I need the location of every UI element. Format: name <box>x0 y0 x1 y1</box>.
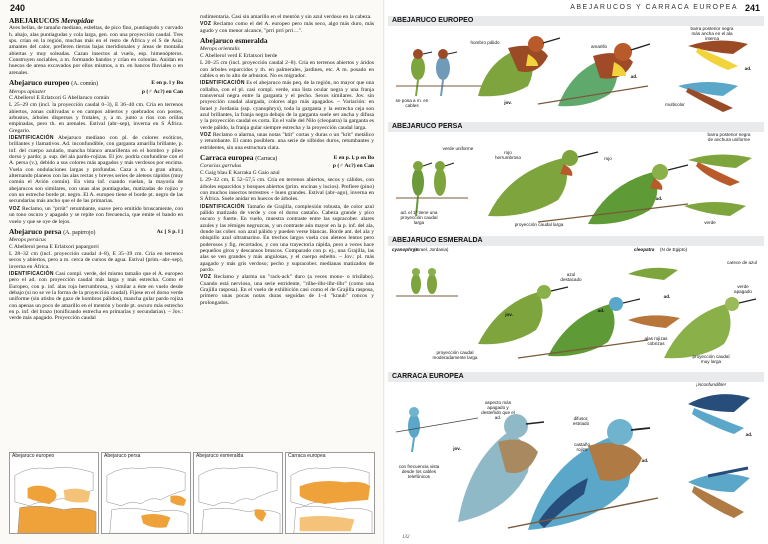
label: ad. <box>744 66 752 71</box>
map-label: Abejaruco persa <box>104 453 141 459</box>
section-tag: VOZ <box>9 205 21 212</box>
plate-carraca <box>388 382 764 532</box>
paragraph-text: C Gaig blau E Karraka G Gaio azul <box>200 169 280 176</box>
label: jov. <box>504 100 512 105</box>
section-title-europeo: ABEJARUCO EUROPEO <box>388 16 764 26</box>
paragraph <box>9 271 183 322</box>
section-title-persa: ABEJARUCO PERSA <box>388 122 764 132</box>
label: ad. el 1ª tiene una proyección caudal larga <box>400 210 438 225</box>
species-latin: Coracias garrulus <box>200 163 242 170</box>
bird-perched-small <box>411 49 457 96</box>
range-map-europeo <box>9 452 99 534</box>
paragraph-text: L 25–29 cm (incl. la proyección caudal 0–3), E 36–40 cm. Cría en terrenos abiertos, zonas cultivadas o en campos abiertos y quebrados con postes, arbustos, árboles dispersos y frutales, y, a m. junto a ríos con orillas empinadas, pero th. en arenales. Estival (abr–sep), inverna en S África. Gregario. <box>9 102 183 134</box>
range-map-graphic <box>194 460 282 534</box>
range-map-graphic <box>286 460 374 534</box>
range-map-persa <box>101 452 191 534</box>
paragraph-text: C Abellerol verd E Erlatxori berde <box>200 52 278 59</box>
paragraph-text: Casi compl. verde, del mismo tamaño que el A. europeo pero el ad. con proyección caudal más larga y más estrecha. Como el Europeo, con p. inf. alas roja herrumbrosa, y similar a éste en vuelo desde debajo (si no se ve la forma de la proyección caudal). Fíjese en el dorso verde uniforme (sin atisbo de gazo de hombros pálidos), mancha gular pardo rojiza con apenas un poco de amarillo en el mentón y borde pt. oscuro más estrecho en p. inf. del brazo (tonificando estrecha en primarias y secundarias). – Jov.: verde más apagado. Proyección caudal <box>9 271 183 322</box>
label: rojo <box>604 156 612 161</box>
label: barra posterior negra más ancha en el ala interna <box>690 26 734 41</box>
label: proyección caudal larga <box>514 222 564 227</box>
label: rojo herrumbroso <box>494 150 522 160</box>
text-column-1 <box>9 14 183 444</box>
status-code: E en p. l, p en Bo <box>333 155 374 161</box>
label: ad. <box>655 196 663 201</box>
map-label: Carraca europea <box>288 453 326 459</box>
label: con frecuencia vista desde los cables telefónicos <box>398 464 440 479</box>
paragraph <box>200 14 374 20</box>
section-tag: IDENTIFICACIÓN <box>200 203 245 210</box>
label: ad. <box>597 308 605 313</box>
species-heading <box>200 154 374 163</box>
section-tag: IDENTIFICACIÓN <box>9 135 54 142</box>
paragraph <box>9 25 183 76</box>
paragraph <box>200 170 374 176</box>
label: ad. <box>663 294 671 299</box>
label: jov. <box>453 446 461 451</box>
section-title-carraca: CARRACA EUROPEA <box>388 372 764 382</box>
status-code-2: p (♂ Ac?) en Can <box>141 88 183 95</box>
paragraph <box>200 204 374 274</box>
page-number-right: 241 <box>744 3 760 13</box>
label: verde uniforme <box>442 146 474 151</box>
bird-perched-large-2 <box>588 164 688 224</box>
roller-illustration <box>388 382 764 532</box>
paragraph <box>200 21 374 34</box>
folio: 132 <box>402 535 410 540</box>
label: carece de azul <box>727 260 757 265</box>
text-column-2 <box>200 14 374 444</box>
paragraph-text: rudimentaria. Casi sin amarillo en el mentón y sin azul verdoso en la cabeza. <box>200 14 372 20</box>
paragraph <box>200 274 374 306</box>
bird-perched-cleopatra <box>664 297 756 358</box>
paragraph <box>9 102 183 134</box>
paragraph-text: Reclamo o alarma, unas notas "ktit" cortas y duras o un "krit" metálico y retumbante. El canto posiblem. una serie de silbidos duros, retumbantes y estridentes, sin una estructura clara. <box>200 131 374 151</box>
family-name: ABEJARUCOS <box>9 16 60 25</box>
running-head: ABEJARUCOS Y CARRACA EUROPEA <box>570 4 738 11</box>
section-title-esmeralda <box>388 236 764 246</box>
species-author: (A. común) <box>71 81 99 88</box>
paragraph-text: Reclamo como el del A. europeo pero más seco, algo más duro, más agudo y con menor alcance, "prri prri prri…". <box>200 21 374 34</box>
ssp-cyanophrys: cyanophrys <box>392 247 418 252</box>
paragraph <box>200 80 374 131</box>
paragraph <box>9 135 183 205</box>
range-map-esmeralda <box>193 452 283 534</box>
label: azul destacado <box>560 272 582 282</box>
label: ad. <box>630 74 638 79</box>
paragraph <box>200 53 374 59</box>
bird-flying <box>684 154 752 216</box>
bird-perched-small <box>411 268 437 294</box>
species-heading <box>9 79 183 88</box>
paragraph <box>200 177 374 202</box>
label: difusor, estriado <box>572 416 590 426</box>
paragraph <box>9 244 183 250</box>
label: proyección caudal moderadamente larga <box>432 350 478 360</box>
label: hombro pálido <box>470 40 500 45</box>
section-tag: VOZ <box>200 131 212 138</box>
ssp-cleopatra-note: (N de Egipto) <box>660 247 688 252</box>
label: multicolor <box>665 102 685 107</box>
range-map-graphic <box>10 460 98 534</box>
bird-perched-large <box>478 36 560 96</box>
paragraph <box>9 95 183 101</box>
section-tag: VOZ <box>200 274 212 281</box>
map-label: Abejaruco esmeralda <box>196 453 244 459</box>
range-map-graphic <box>102 460 190 534</box>
bird-flying-bottom <box>688 468 750 518</box>
paragraph <box>9 206 183 225</box>
range-maps <box>9 452 375 534</box>
ssp-cyanophrys-note: (Israel, Jordania) <box>414 247 449 252</box>
paragraph-text: L 29–32 cm, E 52–57,5 cm. Cría en terrenos abiertos, secos y cálidos, con árboles esparcidos y bosques abiertos (prim. encinas y lucios). Prefiere (pino) con muchos insectos terrestres + buen grandes. Estival (abr–ago), inverna en S África. Suele anidar en huecos de árboles. <box>200 177 374 203</box>
bird-perched-small <box>412 161 454 216</box>
species-name: Abejaruco persa <box>9 226 62 236</box>
plate-persa <box>388 132 764 230</box>
bird-perched-adult <box>528 419 650 530</box>
paragraph-text: L 28–32 cm (incl. proyección caudal 4–8), E 35–39 cm. Cría en terrenos secos y abiertos, pero a m. cerca de cursos de agua. Estival (prim.–abr–sep), inverna en África. <box>9 251 183 270</box>
bird-flying-top <box>688 394 750 434</box>
label: aspecto más apagado y desteñido que el ad. <box>481 400 515 420</box>
label: amarillo <box>590 44 608 49</box>
status-code-2: p (♂ Ac?) en Can <box>332 163 374 170</box>
paragraph-text: L 20–25 cm (incl. proyección caudal 2–8). Cría en terrenos abiertos y áridos con árboles esparcidos y th. en palmerales, jardines, etc. A m. posado en cables o en lo alto de arbustos. No es migrador. <box>200 60 374 79</box>
paragraph-text: Aves bellas, de tamaño mediano, esbeltas, de pico fino, puntiagudo y curvado h. abajo, alas puntiagudas y cola larga, gen. con una proyección caudal. Tres sps. crían en la región, muchas más en el resto de África y el S de Asia; amantes del calor, prefieren tierras bajas meridionales y áreas de montaña abiertas y muy soleadas. Cazan insectos al vuelo, esp. himenópteros. Construyen sociables, a m. formando bandos y crían en colonias. Anidan en huecos de arena excavados por ellos mismos, a m. en bancos fluviales o en arenales. <box>9 25 183 76</box>
species-name: Abejaruco esmeralda <box>200 36 268 46</box>
plate-europeo <box>388 26 764 118</box>
species-name: Abejaruco europeo <box>9 78 70 88</box>
species-latin: Merops persicus <box>9 237 46 244</box>
family-latin: Meropidae <box>60 16 94 25</box>
species-author: (Carraca) <box>255 156 278 162</box>
paragraph-text: Tamaño de Grajilla, complexión robusta, de color azul pálido matizado de verde y con el dorso castaño. Cabeza grande y pico oscuro y fuerte. En vuelo, muestra contraste entre las supracober. alares azules y las rémiges negruzcas, y un contraste aún mayor en la p. inf. del ala, donde las cober. son azul pálido y pueden verse blancas. Borde ant. del ala y obispillo azul ultramarino. En trechos largos vuela con aleteos lentos pero poderosos y fig. recortados, y con una trayectoria rápida, pero a veces hace pequeños giros y descansos bruscos. Comparado con p. ej., una Grajilla, las alas se ven grandes y más angulosas, y el cuerpo esbelto. – Jov.: pl. más apagado y más gris verdoso; pecho y supracober. medianas matizados de pardo. <box>200 203 374 273</box>
section-tag: IDENTIFICACIÓN <box>9 271 54 278</box>
bird-perched-large <box>478 285 568 344</box>
right-page <box>384 0 768 544</box>
label: alas rojizas cobrizas <box>644 336 668 346</box>
paragraph-text: C Abellerol persa E Erlatxori papargorri <box>9 243 99 250</box>
range-map-carraca <box>285 452 375 534</box>
label: verde apagado <box>734 284 752 294</box>
label: se posa a m. en cables <box>395 98 429 108</box>
label: castaño rojizo <box>573 442 591 452</box>
status-code: E en p. l y Bo <box>151 80 183 87</box>
page-number-left: 240 <box>10 3 26 13</box>
section-tag: IDENTIFICACIÓN <box>200 80 245 87</box>
paragraph <box>9 251 183 270</box>
species-latin: Merops orientalis <box>200 46 240 53</box>
label: barra posterior negra de anchura uniforme <box>707 132 751 142</box>
species-name: Carraca europea <box>200 153 254 162</box>
species-heading <box>200 37 374 46</box>
paragraph-text: Abejaruco mediano con pl. de colores exóticos, brillantes y llamativos. Ad. inconfundible, con garganta amarilla brillante, p. inf. del cuerpo azulado, mancha blanco amarillenta en el hombro y píleo dorso y pardo; p. sup. del ala pardo-rojizas. El jov. podría confundirse con el A. persa (v.), debido a sus colores más apagados y más verdosos por encima. Vuela con ondulaciones largas y profundas. Caza a m. a gran altura, alternando planeos con las alas rectas y breves series de aleteos rápidos (muy común el Avión común). En vista inf. cuando vuelan, la mayoría de abejarucos son similares, con unas alas puntiagudas, matizadas de rojizo y con un estrecho borde pt. negro. El A. europeo tiene el borde pt. negro de las secundarias más ancho que el de las primarias. <box>9 135 183 205</box>
label: verde <box>704 220 716 225</box>
paragraph <box>200 132 374 151</box>
section-tag: VOZ <box>200 21 212 28</box>
bird-perched-juvenile <box>458 414 544 522</box>
book-gutter <box>383 0 385 544</box>
label: ¡inconfundible! <box>696 382 726 387</box>
label: jov. <box>505 312 513 317</box>
paragraph-text: Reclamo y alarma un "rack-ack" duro (a veces mono- o trisílabo). Cuando está nervioso, una serie estridente, "rilhe-ilhr-ilhr-ilhr" (como una Grajilla rasposa). En el vuelo de exhibición casi como el de Grajilla rasposa, primero unas pocas notas duras seguidas de 1–4 "krauh" roncos y prolongados. <box>200 274 374 306</box>
plate-esmeralda <box>388 254 764 366</box>
paragraph <box>200 60 374 79</box>
section-title-text: ABEJARUCO ESMERALDA <box>392 237 483 244</box>
species-latin: Merops apiaster <box>9 88 46 95</box>
paragraph-text: Reclamo, un "prrüt" retumbante, suave pero emitido bruscamente, con un tono oscuro y apagado y se repite con frecuencia, que emite el bando en vuelo y que se oye de lejos. <box>9 205 183 225</box>
label: ad. <box>745 432 753 437</box>
species-heading <box>9 228 183 237</box>
map-label: Abejaruco europeo <box>12 453 55 459</box>
paragraph-text: Es el abejaruco más peq. de la región, no mayor que una collalba, con el pl. casi compl. verde, una lista ocular negra y una franja transversal negra entre la garganta y el pecho. Sexos similares. Jov. sin proyección caudal alargada, colores algo más apagados. – Variación: en Israel y Jordania (ssp. cyanophrys), toda la garganta y la estrecha ceja son azul brillantes, la franja negra debajo de la garganta suele ser ancha y difusa y la proyección caudal es corta. En el valle del Nilo (cleopatra) la garganta es verde pálido, la franja gular siempre estrecha y la proyección caudal larga. <box>200 80 374 131</box>
ssp-cleopatra: cleopatra <box>634 247 655 252</box>
label: proyección caudal muy larga <box>692 354 730 364</box>
species-author: (A. papirrojo) <box>63 229 96 236</box>
label: ad. <box>641 458 649 463</box>
paragraph-text: C Abellerol E Erlatxori G Abellaruco común <box>9 94 110 101</box>
status-code: Ac [ S p. l ] <box>156 228 183 235</box>
